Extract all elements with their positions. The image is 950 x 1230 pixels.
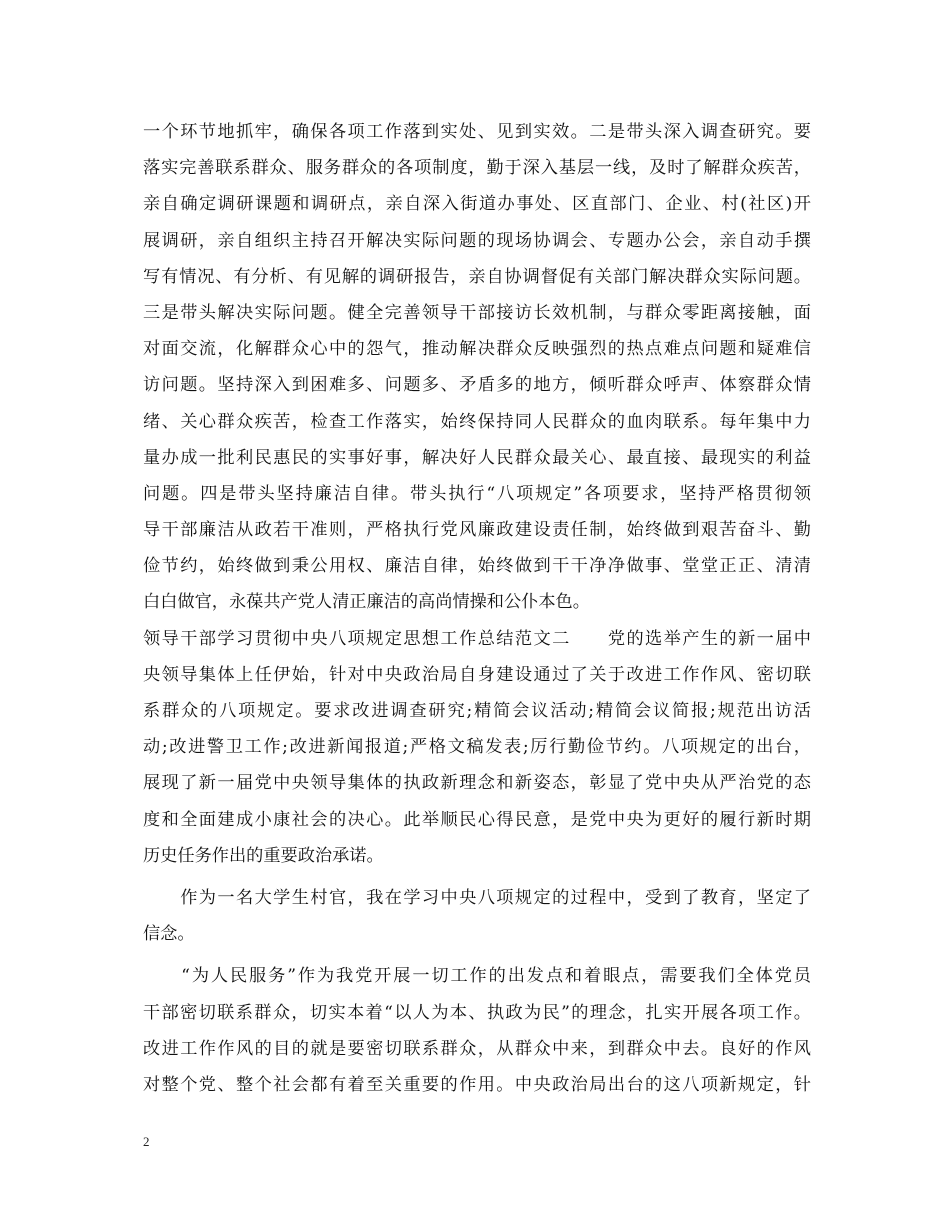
text-line: 展现了新一届党中央领导集体的执政新理念和新姿态，彰显了党中央从严治党的态 xyxy=(143,773,811,794)
text-line: “为人民服务”作为我党开展一切工作的出发点和着眼点，需要我们全体党员 xyxy=(143,966,811,987)
paragraph-3 xyxy=(143,880,811,952)
text-line: 亲自确定调研课题和调研点，亲自深入街道办事处、区直部门、企业、村(社区)开 xyxy=(143,194,811,215)
text-line: 信念。 xyxy=(143,924,195,945)
text-line: 改进工作作风的目的就是要密切联系群众，从群众中来，到群众中去。良好的作风 xyxy=(143,1038,811,1059)
paragraph-2 xyxy=(143,621,811,874)
text-line: 系群众的八项规定。要求改进调查研究;精简会议活动;精简会议简报;规范出访活 xyxy=(143,701,811,721)
paragraph-4 xyxy=(143,958,811,1103)
text-line: 三是带头解决实际问题。健全完善领导干部接访长效机制，与群众零距离接触，面 xyxy=(143,302,811,323)
document-body xyxy=(143,114,811,1103)
page-number: 2 xyxy=(143,1134,150,1149)
text-line: 一个环节地抓牢，确保各项工作落到实处、见到实效。二是带头深入调查研究。要 xyxy=(143,122,811,142)
text-line: 写有情况、有分析、有见解的调研报告，亲自协调督促有关部门解决群众实际问题。 xyxy=(143,266,811,287)
text-line: 展调研，亲自组织主持召开解决实际问题的现场协调会、专题办公会，亲自动手撰 xyxy=(143,230,811,251)
text-line: 导干部廉洁从政若干准则，严格执行党风廉政建设责任制，始终做到艰苦奋斗、勤 xyxy=(143,520,811,541)
text-line: 访问题。坚持深入到困难多、问题多、矛盾多的地方，倾听群众呼声、体察群众情 xyxy=(143,375,811,396)
text-line: 俭节约，始终做到秉公用权、廉洁自律，始终做到干干净净做事、堂堂正正、清清 xyxy=(143,556,811,577)
text-line: 作为一名大学生村官，我在学习中央八项规定的过程中，受到了教育，坚定了 xyxy=(143,887,811,908)
text-line: 度和全面建成小康社会的决心。此举顺民心得民意，是党中央为更好的履行新时期 xyxy=(143,809,811,830)
text-line: 量办成一批利民惠民的实事好事，解决好人民群众最关心、最直接、最现实的利益 xyxy=(143,447,811,468)
text-line: 对面交流，化解群众心中的怨气，推动解决群众反映强烈的热点难点问题和疑难信 xyxy=(143,339,811,360)
text-line: 央领导集体上任伊始，针对中央政治局自身建设通过了关于改进工作作风、密切联 xyxy=(143,664,811,685)
text-line: 领导干部学习贯彻中央八项规定思想工作总结范文二 党的选举产生的新一届中 xyxy=(143,628,811,649)
text-line: 白白做官，永葆共产党人清正廉洁的高尚情操和公仆本色。 xyxy=(143,592,590,613)
text-line: 问题。四是带头坚持廉洁自律。带头执行“八项规定”各项要求，坚持严格贯彻领 xyxy=(143,483,811,504)
paragraph-1 xyxy=(143,114,811,621)
text-line: 对整个党、整个社会都有着至关重要的作用。中央政治局出台的这八项新规定，针 xyxy=(143,1074,811,1095)
text-line: 绪、关心群众疾苦，检查工作落实，始终保持同人民群众的血肉联系。每年集中力 xyxy=(143,411,811,432)
text-line: 动;改进警卫工作;改进新闻报道;严格文稿发表;厉行勤俭节约。八项规定的出台， xyxy=(143,737,811,758)
text-line: 干部密切联系群众，切实本着“以人为本、执政为民”的理念，扎实开展各项工作。 xyxy=(143,1002,811,1023)
text-line: 历史任务作出的重要政治承诺。 xyxy=(143,845,384,866)
text-line: 落实完善联系群众、服务群众的各项制度，勤于深入基层一线，及时了解群众疾苦， xyxy=(143,158,811,179)
